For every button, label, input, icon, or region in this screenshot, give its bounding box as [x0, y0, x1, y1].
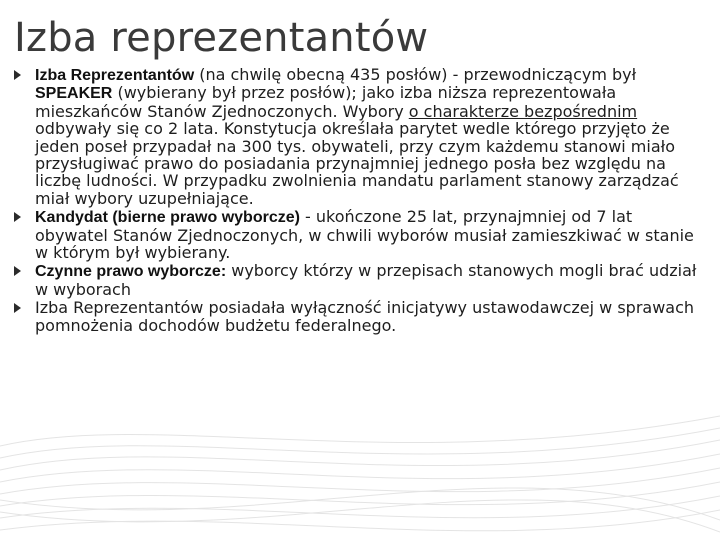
item-lead: Izba Reprezentantów — [35, 67, 195, 84]
item-text: (wybierany był przez posłów); jako izba niższa reprezentowała mieszkańców Stanów Zjednoczonych. Wybory — [35, 83, 617, 121]
list-item — [14, 208, 704, 261]
item-text: wyborcy którzy w przepisach stanowych mogli brać udział w wyborach — [35, 261, 697, 299]
triangle-bullet-icon — [14, 303, 21, 313]
item-lead: Czynne prawo wyborcze: — [35, 263, 227, 281]
list-item — [14, 66, 704, 207]
list-item — [14, 299, 704, 334]
item-lead: Kandydat (bierne prawo wyborcze) — [35, 209, 300, 227]
triangle-bullet-icon — [14, 212, 21, 222]
list-item — [14, 262, 704, 298]
item-text: (na chwilę obecną 435 posłów) - przewodniczącym był — [194, 65, 637, 84]
slide-title: Izba reprezentantów — [14, 15, 429, 61]
item-text: Izba Reprezentantów posiadała wyłączność inicjatywy ustawodawczej w sprawach pomnożenia dochodów budżetu federalnego. — [35, 298, 695, 335]
speaker-term: SPEAKER — [35, 85, 113, 103]
underlined-term: o charakterze bezpośrednim — [408, 101, 638, 121]
item-text: odbywały się co 2 lata. Konstytucja określała parytet wedle którego przyjęto że jeden poseł przypadał na 300 tys. obywateli, przy czym każdemu stanowi miało przysługiwać prawo do posiadania przynajmniej jednego posła bez względu na liczbę ludności. W przypadku zwolnienia mandatu parlament stanowy zarządzać miał wybory uzupełniające. — [35, 119, 679, 208]
item-text: - ukończone 25 lat, przynajmniej od 7 lat obywatel Stanów Zjednoczonych, w chwili wyborów musiał zamieszkiwać w stanie w którym był wybierany. — [35, 207, 694, 263]
triangle-bullet-icon — [14, 70, 21, 80]
bullet-list — [14, 66, 704, 335]
triangle-bullet-icon — [14, 266, 21, 276]
